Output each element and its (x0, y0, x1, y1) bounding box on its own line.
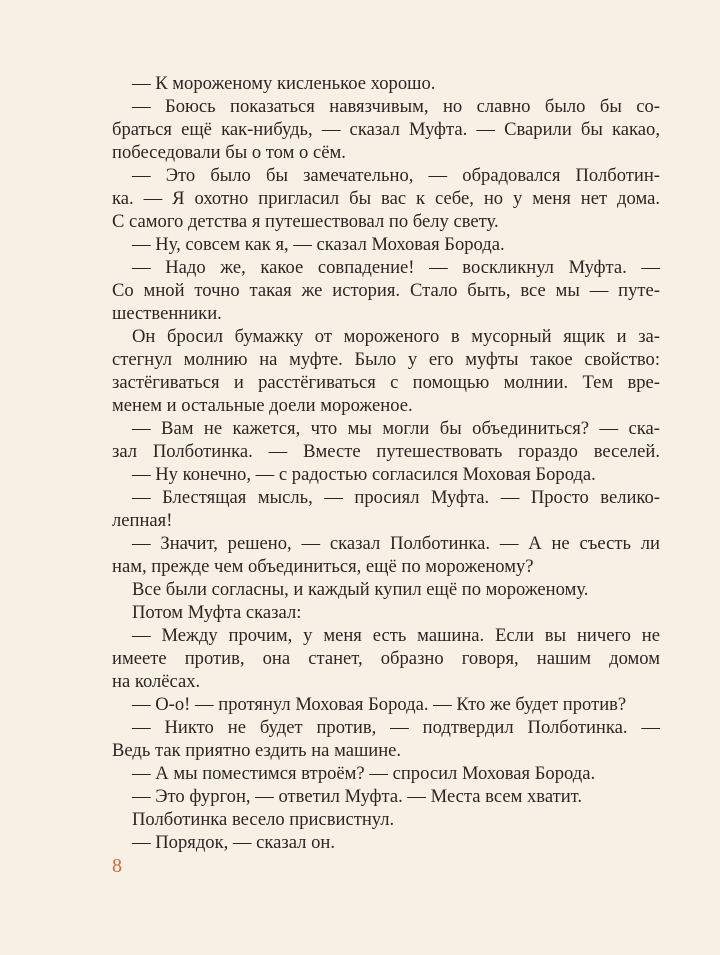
text-line: Со мной точно такая же история. Стало быть, все мы — путе- (112, 280, 660, 301)
text-line: на колёсах. (112, 671, 201, 692)
text-line: — Блестящая мысль, — просиял Муфта. — Просто велико- (132, 487, 660, 508)
text-line: Все были согласны, и каждый купил ещё по мороженому. (132, 579, 589, 600)
text-line: зал Полботинка. — Вместе путешествовать гораздо веселей. (112, 441, 660, 462)
text-line: стегнул молнию на муфте. Было у его муфты такое свойство: (112, 349, 660, 370)
text-line: — Порядок, — сказал он. (132, 832, 335, 853)
text-line: побеседовали бы о том о сём. (112, 142, 346, 163)
text-line: Он бросил бумажку от мороженого в мусорный ящик и за- (132, 326, 660, 347)
text-line: С самого детства я путешествовал по белу свету. (112, 211, 499, 232)
text-line: нам, прежде чем объединиться, ещё по мороженому? (112, 556, 534, 577)
text-line: — Ну конечно, — с радостью согласился Моховая Борода. (132, 464, 596, 485)
text-line: ка. — Я охотно пригласил бы вас к себе, но у меня нет дома. (112, 188, 660, 209)
text-line: лепная! (112, 510, 173, 531)
text-line: — Никто не будет против, — подтвердил Полботинка. — (132, 717, 660, 738)
text-line: браться ещё как-нибудь, — сказал Муфта. — Сварили бы какао, (112, 119, 660, 140)
text-line: — Вам не кажется, что мы могли бы объединиться? — ска- (132, 418, 660, 439)
text-line: — Между прочим, у меня есть машина. Если вы ничего не (132, 625, 660, 646)
text-line: — Боюсь показаться навязчивым, но славно было бы со- (132, 96, 660, 117)
text-line: — Значит, решено, — сказал Полботинка. — А не съесть ли (132, 533, 660, 554)
text-line: — Ну, совсем как я, — сказал Моховая Борода. (132, 234, 505, 255)
text-line: шественники. (112, 303, 222, 324)
page-number: 8 (112, 855, 122, 877)
text-line: менем и остальные доели мороженое. (112, 395, 413, 416)
text-line: — Надо же, какое совпадение! — воскликнул Муфта. — (132, 257, 660, 278)
text-line: — Это фургон, — ответил Муфта. — Места всем хватит. (132, 786, 583, 807)
text-line: застёгиваться и расстёгиваться с помощью молнии. Тем вре- (112, 372, 660, 393)
text-line: Ведь так приятно ездить на машине. (112, 740, 402, 761)
text-line: — А мы поместимся втроём? — спросил Моховая Борода. (132, 763, 596, 784)
text-line: Полботинка весело присвистнул. (132, 809, 395, 830)
text-line: — Это было бы замечательно, — обрадовался Полботин- (132, 165, 660, 186)
text-line: имеете против, она станет, образно говоря, нашим домом (112, 648, 660, 669)
text-line: — К мороженому кисленькое хорошо. (132, 73, 436, 94)
text-line: Потом Муфта сказал: (132, 602, 302, 623)
text-line: — О-о! — протянул Моховая Борода. — Кто же будет против? (132, 694, 627, 715)
